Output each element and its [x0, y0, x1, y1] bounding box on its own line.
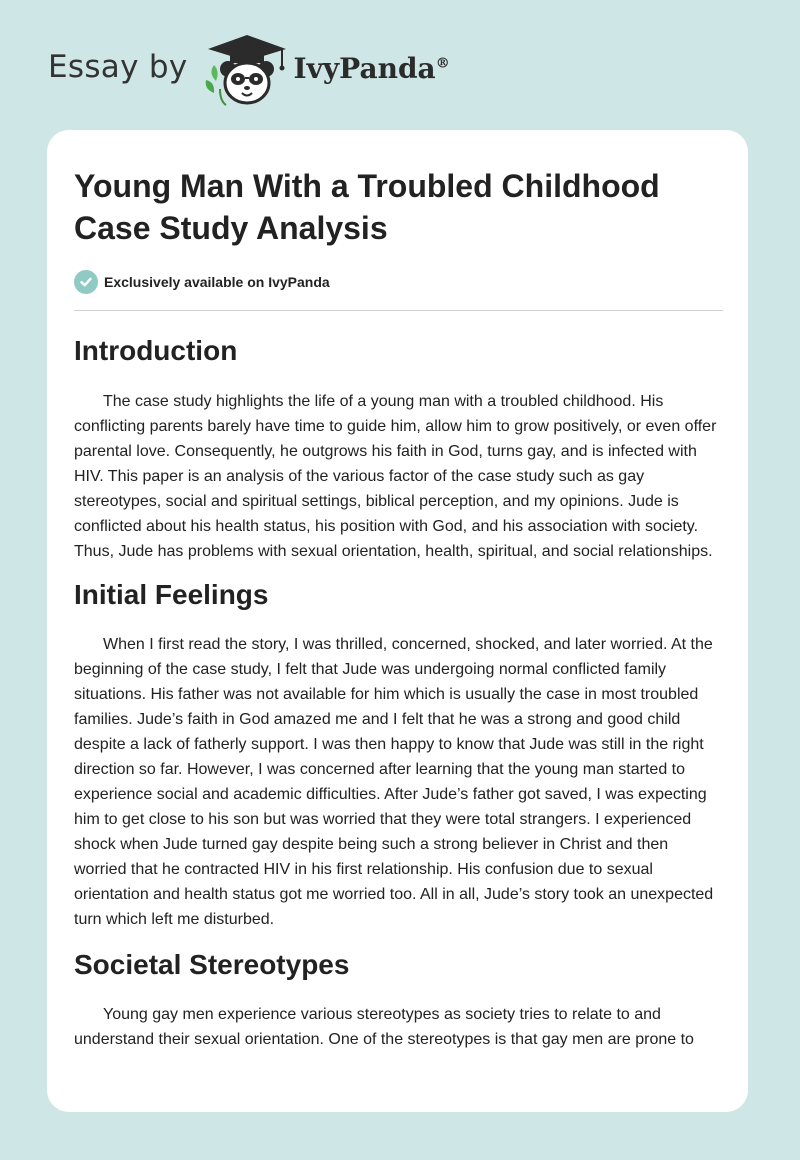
divider	[74, 310, 723, 311]
brand-name[interactable]: IvyPanda®	[293, 51, 450, 85]
exclusive-badge	[74, 269, 722, 295]
section-heading-initial-feelings: Initial Feelings	[74, 579, 269, 610]
checkmark-icon	[74, 270, 98, 294]
section-paragraph-introduction: The case study highlights the life of a young man with a troubled childhood. His conflicting parents barely have time to guide him, allow him to grow positively, or even offer parental love. Consequently, he outgrows his faith in God, turns gay, and is infected with HIV. This paper is an analysis of the various factor of the case study such as gay stereotypes, social and spiritual settings, biblical perception, and my opinions. Jude is conflicted about his health status, his position with God, and his association with society. Thus, Jude has problems with sexual orientation, health, spiritual, and social relationships.	[74, 393, 717, 560]
section-heading-introduction: Introduction	[74, 335, 238, 366]
section-heading-societal-stereotypes: Societal Stereotypes	[74, 949, 350, 980]
badge-text: Exclusively available on IvyPanda	[104, 274, 330, 290]
page-title: Young Man With a Troubled Childhood Case Study Analysis	[74, 168, 660, 246]
section-paragraph-initial-feelings: When I first read the story, I was thrilled, concerned, shocked, and later worried. At the beginning of the case study, I felt that Jude was undergoing normal conflicted family situations. His father was not available for him which is usually the case in most troubled families. Jude’s faith in God amazed me and I felt that he was a strong and good child despite a lack of fatherly support. I was then happy to know that Jude was still in the right direction so far. However, I was concerned after learning that the young man started to experience social and academic difficulties. After Jude’s father got saved, I was expecting him to get close to his son but was worried that they were total strangers. I experienced shock when Jude turned gay despite being such a strong believer in Christ and then worried that he contracted HIV in his first relationship. His confusion due to sexual orientation and health status got me worried too. All in all, Jude’s story took an unexpected turn which left me disturbed.	[74, 636, 714, 928]
essay-by-label: Essay by	[48, 49, 188, 85]
article-card	[47, 130, 748, 1112]
panda-graduate-icon[interactable]	[202, 31, 292, 109]
site-header	[48, 30, 450, 110]
section-paragraph-societal-stereotypes: Young gay men experience various stereotypes as society tries to relate to and understand their sexual orientation. One of the stereotypes is that gay men are prone to	[74, 1006, 694, 1048]
